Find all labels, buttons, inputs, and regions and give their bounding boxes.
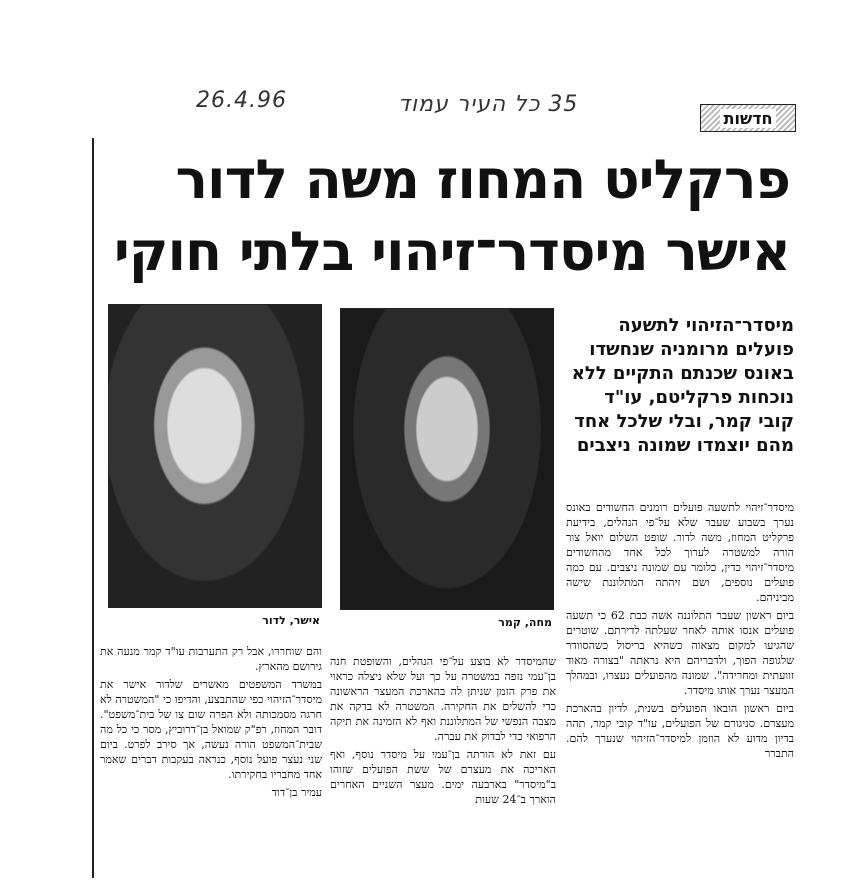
section-label: חדשות	[720, 109, 777, 128]
photo-kamar	[340, 308, 554, 610]
caption-lador: אישר, לדור	[262, 614, 320, 627]
caption-kamar: מחה, קמר	[498, 616, 552, 629]
paragraph: ביום ראשון הובאו הפועלים בשנית, לדיון בהארכת מעצרם. סניגורם של הפועלים, עו"ד קובי קמר, תהה בדיון מדוע לא הוזמן למיסדר־הזיהוי שנערך להם. התברר	[566, 702, 794, 760]
photo-lador	[108, 304, 322, 608]
headline-line-2: אישר מיסדר־זיהוי בלתי חוקי	[113, 220, 790, 283]
paragraph: במשרד המשפטים מאשרים שלדור אישר את מיסדר־הזיהוי כפי שהתבצע, והדיפו כי "המשטרה לא חרגה מסמכותה ולא הפרה שום צו של בית־משפט". דובר המחוז, רפ"ק שמואל בן־דרוביץ, מסר כי כל מה שבית־המשפט הורה נעשה, אך סירב לפרט. ביום שני נעצר פועל נוסף, כנראה בעקבות דברים שאמר אחד מחבריו בחקירתו.	[100, 678, 322, 781]
paragraph: מיסדר־זיהוי לתשעה פועלים רומנים החשודים באונס נערך בשבוע שעבר שלא על־פי הנהלים, בידיעת פרקליט המחוז, משה לדור. שופט השלום יואל צור הורה למשטרה לערוך לכל אחד מהחשודים מיסדר־זיהוי כדין, כלומר עם שמונה ניצבים. עם כמה פועלים נוספים, ושם זיהתה המתלוננת שישה מביניהם.	[566, 501, 794, 604]
article-column-2	[330, 654, 556, 810]
handwritten-issue-note: 35 כל העיר עמוד	[398, 92, 579, 117]
paragraph: ביום ראשון שעבר התלוננה אשה כבת 62 כי תשעה פועלים אנסו אותה לאחר שעלתה לדירתם. שוטרים שהגיעו למקום מצאוה כשהיא בריסול כשהסוודר שלגופה הפוך, ולדבריהם היא נראתה "בצורה מאוד זוועתית ומחרידה". שמונה מהפועלים נעצרו, ובמהלך המעצר נערך אותו מיסדר.	[566, 609, 794, 697]
headline-line-1: פרקליט המחוז משה לדור	[175, 148, 790, 211]
article-column-3	[100, 644, 322, 803]
article-lead: מיסדר־הזיהוי לתשעה פועלים מרומניה שנחשדו באונס שכנתם התקיים ללא נוכחות פרקליטם, עו"ד קובי קמר, ובלי שלכל אחד מהם יוצמדו שמונה ניצבים	[571, 315, 794, 456]
handwritten-date: 26.4.96	[196, 88, 287, 113]
section-tag	[700, 104, 796, 132]
paragraph: שהמיסדר לא בוצע על־פי הנהלים, והשופטת חנה בן־עמי נזפה במשטרה על כך ועל שלא ניצלה כראוי את פרק הזמן שניתן לה בהארכת המעצר הראשונה כדי להשלים את החקירה. המשטרה לא בדקה את מצבה הנפשי של המתלוננת ואף לא הזמינה את תיקה הרפואי כדי לבדוק את עברה.	[330, 655, 556, 743]
paragraph: והם שוחררו, אבל רק התערבות עו"ד קמר מנעה את גירושם מהארץ.	[100, 645, 322, 673]
author-byline: עמיר בן־דוד	[271, 786, 322, 799]
paragraph: עם זאת לא הורתה בן־עמי על מיסדר נוסף, ואף האריכה את מעצרם של ששת הפועלים שזוהו ב"מיסדר" בארבעה ימים. מעצר השניים האחרים הוארך ב־24 שעות	[330, 748, 556, 806]
article-column-1	[566, 500, 794, 764]
